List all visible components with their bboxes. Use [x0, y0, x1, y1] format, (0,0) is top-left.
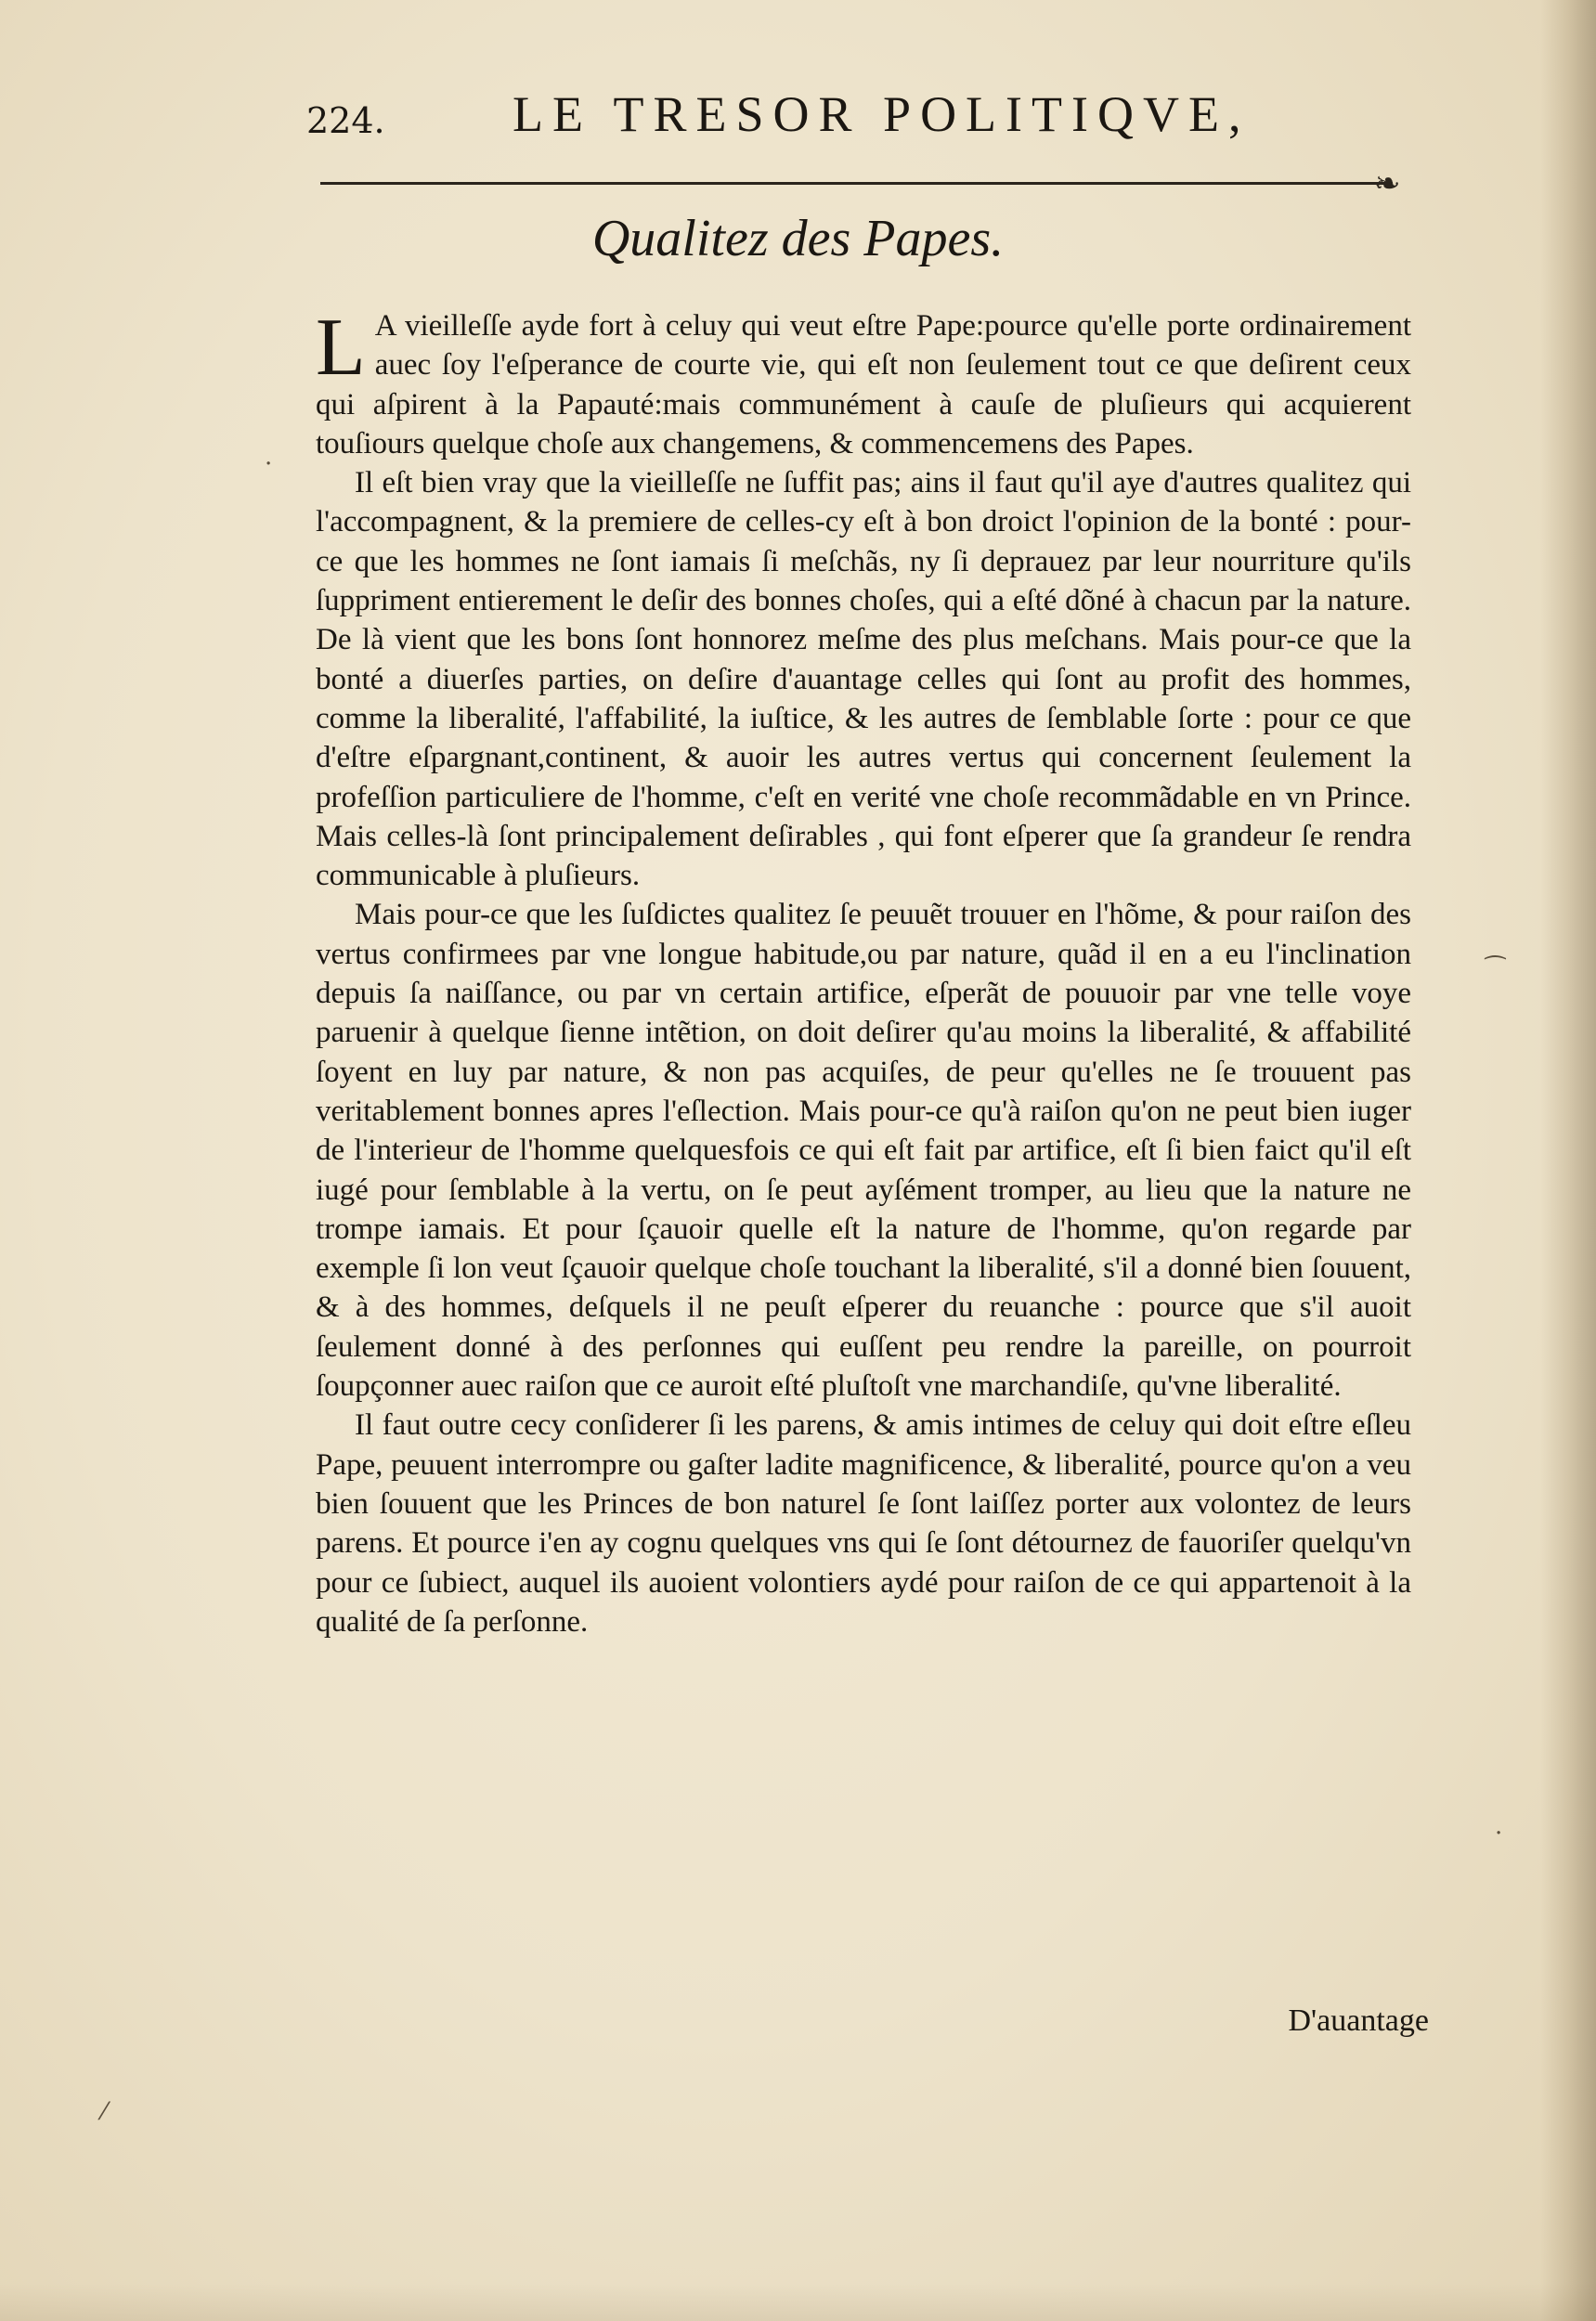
paragraph-1 — [316, 303, 1411, 463]
rule-ornament-icon: ❧ — [1374, 165, 1401, 202]
header-rule — [320, 182, 1393, 185]
running-title: LE TRESOR POLITIQVE, — [513, 86, 1251, 142]
page-bottom-shadow — [0, 2284, 1596, 2321]
paragraph-4: Il faut outre cecy conſiderer ſi les parens, & amis intimes de celuy qui doit eſtre eſleu Pape, peuuent interrompre ou gaſter ladite magnificence, & liberalité, pource qu'on a veu bien ſouuent que les Princes de bon naturel ſe ſont laiſſez porter aux volontez de leurs parens. Et pource i'en ay cognu quelques vns qui ſe ſont détournez de fauoriſer quelqu'vn pour ce ſubiect, auquel ils auoient volontiers aydé pour raiſon de ce qui appartenoit à la qualité de ſa perſonne. — [316, 1408, 1411, 1639]
page-header — [306, 80, 1421, 154]
dropcap: L — [316, 303, 366, 393]
page-gutter-shadow — [1540, 0, 1596, 2321]
ink-speck: ⁀ — [1486, 956, 1505, 984]
paragraph-2: Il eſt bien vray que la vieilleſſe ne ſuffit pas; ains il faut qu'il aye d'autres qualitez qui l'accompagnent, & la premiere de celles-cy eſt à bon droict l'opinion de la bonté : pour-ce que les hommes ne ſont iamais ſi meſchãs, ny ſi deprauez par leur nourriture qu'ils ſuppriment entierement le deſir des bonnes choſes, qui a eſté dõné à chacun par la nature. De là vient que les bons ſont honnorez meſme des plus meſchans. Mais pour-ce que la bonté a diuerſes parties, on deſire d'auantage celles qui ſont au profit des hommes, comme la liberalité, l'affabilité, la iuſtice, & les autres de ſemblable ſorte : pour ce que d'eſtre eſpargnant,continent, & auoir les autres vertus qui concernent ſeulement la profeſſion particuliere de l'homme, c'eſt en verité vne choſe recommãdable en vn Prince. Mais celles-là ſont principalement deſirables , qui font eſperer que ſa grandeur ſe rendra communicable à pluſieurs. — [316, 466, 1411, 893]
ink-speck: · — [1495, 1820, 1503, 1848]
section-title: Qualitez des Papes. — [591, 210, 1005, 267]
ink-speck: · — [265, 450, 273, 478]
page-number: 224. — [306, 100, 385, 141]
paragraph-3: Mais pour-ce que les ſuſdictes qualitez ſe peuuẽt trouuer en l'hõme, & pour raiſon des vertus confirmees par vne longue habitude,ou par nature, quãd il en a eu l'inclination depuis ſa naiſſance, ou par vn certain artifice, eſperãt de pouuoir par vne telle voye paruenir à quelque ſienne intẽtion, on doit deſirer qu'au moins la liberalité, & affabilité ſoyent en luy par nature, & non pas acquiſes, de peur qu'elles ne ſe trouuent pas veritablement bonnes apres l'eſlection. Mais pour-ce qu'à raiſon qu'on ne peut bien iuger de l'interieur de l'homme quelquesfois ce qui eſt fait par artifice, eſt ſi bien faict qu'il eſt iugé pour ſemblable à la vertu, on ſe peut ayſément tromper, au lieu que la nature ne trompe iamais. Et pour ſçauoir quelle eſt la nature de l'homme, qu'on regarde par exemple ſi lon veut ſçauoir quelque choſe touchant la liberalité, s'il a donné bien ſouuent, & à des hommes, deſquels il ne peuſt eſperer du reuanche : pource que s'il auoit ſeulement donné à des perſonnes qui euſſent peu rendre la pareille, on pourroit ſoupçonner auec raiſon que ce auroit eſté pluſtoſt vne marchandiſe, qu'vne liberalité. — [316, 898, 1411, 1404]
ink-speck: ⁄ — [102, 2098, 107, 2126]
body-text — [316, 303, 1411, 1641]
catchword: D'auantage — [1288, 2003, 1429, 2038]
paragraph-1-text: A vieilleſſe ayde fort à celuy qui veut eſtre Pape:pource qu'elle porte ordinairement auec ſoy l'eſperance de courte vie, qui eſt non ſeulement tout ce que deſirent ceux qui aſpirent à la Papauté:mais communément à cauſe de pluſieurs qui acquierent touſiours quelque choſe aux changemens, & commencemens des Papes. — [316, 309, 1411, 460]
